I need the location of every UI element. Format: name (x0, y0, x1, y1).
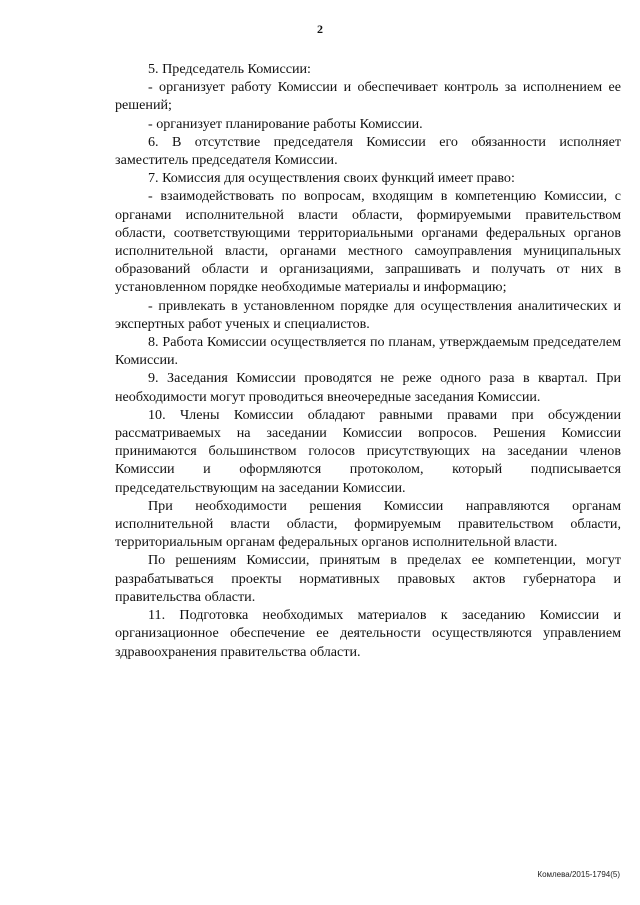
paragraph-10-cont-1: При необходимости решения Комиссии направляются органам исполнительной власти области, формируемым правительством области, территориальным органам федеральных органов исполнительной власти. (115, 497, 621, 551)
document-body (115, 60, 621, 661)
document-registration-code: Комлева/2015-1794(5) (537, 870, 620, 879)
paragraph-6: 6. В отсутствие председателя Комиссии его обязанности исполняет заместитель председателя Комиссии. (115, 133, 621, 169)
paragraph-5-item-1: - организует работу Комиссии и обеспечивает контроль за исполнением ее решений; (115, 79, 621, 114)
paragraph-7-heading: 7. Комиссия для осуществления своих функций имеет право: (148, 170, 515, 187)
paragraph-7-item-2: - привлекать в установленном порядке для осуществления аналитических и экспертных работ ученых и специалистов. (115, 297, 621, 332)
paragraph-7-item-1: - взаимодействовать по вопросам, входящим в компетенцию Комиссии, с органами исполнительной власти области, формируемыми правительством области, соответствующими территориальными органами федеральных органов исполнительной власти, органами местного самоуправления муниципальных образований области и организациями, запрашивать и получать от них в установленном порядке необходимые материалы и информацию; (115, 188, 621, 296)
paragraph-10-cont-2: По решениям Комиссии, принятым в пределах ее компетенции, могут разрабатываться проекты нормативных правовых актов губернатора и правительства области. (115, 552, 621, 605)
paragraph-5-heading: 5. Председатель Комиссии: (148, 61, 311, 77)
paragraph-11: 11. Подготовка необходимых материалов к заседанию Комиссии и организационное обеспечение ее деятельности осуществляются управлением здравоохранения правительства области. (115, 607, 621, 660)
paragraph-9: 9. Заседания Комиссии проводятся не реже одного раза в квартал. При необходимости могут проводиться внеочередные заседания Комиссии. (115, 370, 621, 405)
paragraph-5-item-2: - организует планирование работы Комиссии. (148, 115, 423, 132)
paragraph-8: 8. Работа Комиссии осуществляется по планам, утверждаемым председателем Комиссии. (115, 334, 621, 369)
page-number: 2 (317, 22, 323, 36)
paragraph-10: 10. Члены Комиссии обладают равными правами при обсуждении рассматриваемых на заседании Комиссии вопросов. Решения Комиссии принимаются большинством голосов присутствующих на заседании членов Комиссии и оформляются протоколом, который подписывается председательствующим на заседании Комиссии. (115, 406, 621, 496)
